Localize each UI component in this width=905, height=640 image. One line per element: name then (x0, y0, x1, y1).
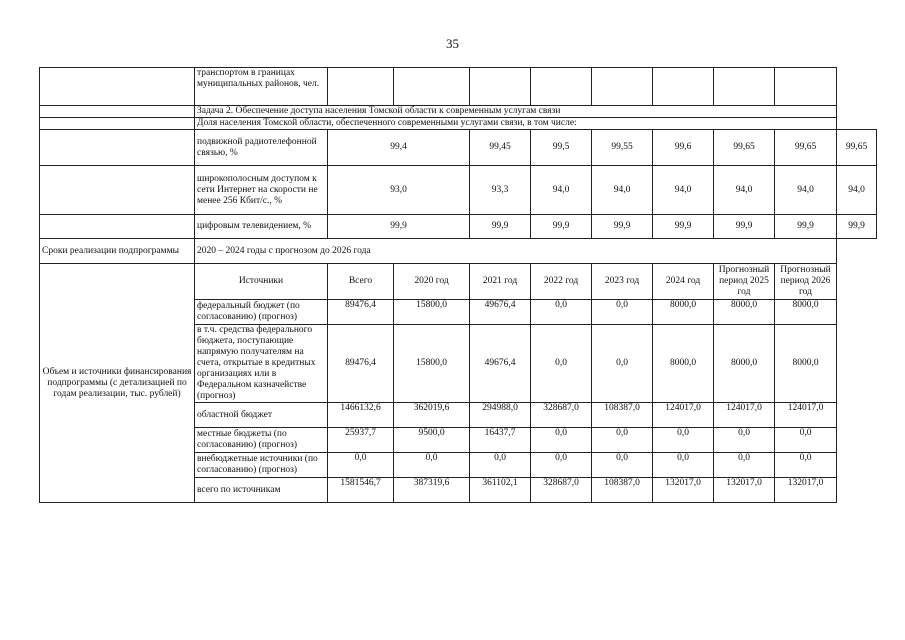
amount-cell: 9500,0 (394, 428, 470, 453)
amount-cell: 8000,0 (653, 300, 714, 325)
amount-cell: 1581546,7 (328, 478, 394, 503)
indicator-value: 93,0 (328, 166, 470, 215)
indicator-value: 99,9 (328, 215, 470, 239)
blank-label-cell (40, 166, 195, 215)
indicator-value: 93,3 (470, 166, 531, 215)
indicator-value: 99,9 (714, 215, 775, 239)
empty-cell (328, 68, 394, 106)
indicator-value: 99,65 (714, 130, 775, 166)
amount-cell: 132017,0 (653, 478, 714, 503)
empty-cell (775, 68, 837, 106)
amount-cell: 8000,0 (653, 325, 714, 403)
amount-cell: 387319,6 (394, 478, 470, 503)
indicator-value: 94,0 (837, 166, 877, 215)
amount-cell: 0,0 (531, 428, 592, 453)
column-header: 2022 год (531, 264, 592, 300)
amount-cell: 108387,0 (592, 478, 653, 503)
amount-cell: 8000,0 (714, 325, 775, 403)
indicator-value: 94,0 (775, 166, 837, 215)
timeline-value: 2020 – 2024 годы с прогнозом до 2026 года (195, 239, 837, 264)
indicator-value: 99,45 (470, 130, 531, 166)
source-label: в т.ч. средства федерального бюджета, поступающие напрямую получателям на счета, открытые в кредитных организациях или в Федеральном казначействе (прогноз) (195, 325, 328, 403)
indicator-value: 99,9 (470, 215, 531, 239)
amount-cell: 8000,0 (775, 325, 837, 403)
amount-cell: 0,0 (714, 428, 775, 453)
indicator-value: 94,0 (592, 166, 653, 215)
source-label: федеральный бюджет (по согласованию) (прогноз) (195, 300, 328, 325)
amount-cell: 0,0 (531, 453, 592, 478)
amount-cell: 1466132,6 (328, 403, 394, 428)
indicator-value: 94,0 (714, 166, 775, 215)
indicator-value: 99,9 (531, 215, 592, 239)
amount-cell: 0,0 (714, 453, 775, 478)
amount-cell: 124017,0 (714, 403, 775, 428)
column-header: 2024 год (653, 264, 714, 300)
empty-cell (653, 68, 714, 106)
amount-cell: 0,0 (328, 453, 394, 478)
indicator-value: 99,65 (775, 130, 837, 166)
source-label: внебюджетные источники (по согласованию) (прогноз) (195, 453, 328, 478)
amount-cell: 49676,4 (470, 300, 531, 325)
amount-cell: 15800,0 (394, 325, 470, 403)
amount-cell: 294988,0 (470, 403, 531, 428)
indicator-value: 99,55 (592, 130, 653, 166)
amount-cell: 8000,0 (775, 300, 837, 325)
financing-label: Объем и источники финансирования подпрограммы (с детализацией по годам реализации, тыс. рублей) (40, 264, 195, 503)
page-number: 35 (446, 36, 459, 51)
blank-label-cell (40, 68, 195, 106)
indicator-value: 99,4 (328, 130, 470, 166)
continuation-label: транспортом в границах муниципальных районов, чел. (195, 68, 328, 106)
amount-cell: 16437,7 (470, 428, 531, 453)
task2-title: Задача 2. Обеспечение доступа населения Томской области к современным услугам связи (195, 106, 837, 118)
amount-cell: 0,0 (653, 428, 714, 453)
amount-cell: 328687,0 (531, 478, 592, 503)
indicator-value: 94,0 (653, 166, 714, 215)
blank-label-cell (40, 130, 195, 166)
empty-cell (470, 68, 531, 106)
empty-cell (714, 68, 775, 106)
amount-cell: 0,0 (592, 428, 653, 453)
column-header: Прогнозный период 2026 год (775, 264, 837, 300)
amount-cell: 108387,0 (592, 403, 653, 428)
amount-cell: 0,0 (592, 300, 653, 325)
amount-cell: 328687,0 (531, 403, 592, 428)
indicator-value: 99,9 (775, 215, 837, 239)
indicator-value: 99,9 (837, 215, 877, 239)
indicator-label: цифровым телевидением, % (195, 215, 328, 239)
empty-cell (394, 68, 470, 106)
blank-label-cell (40, 215, 195, 239)
indicator-value: 94,0 (531, 166, 592, 215)
amount-cell: 8000,0 (714, 300, 775, 325)
amount-cell: 0,0 (592, 453, 653, 478)
amount-cell: 0,0 (470, 453, 531, 478)
source-label: всего по источникам (195, 478, 328, 503)
amount-cell: 89476,4 (328, 325, 394, 403)
share-title: Доля населения Томской области, обеспеченного современными услугами связи, в том числе: (195, 118, 837, 130)
amount-cell: 15800,0 (394, 300, 470, 325)
amount-cell: 361102,1 (470, 478, 531, 503)
blank-label-cell (40, 118, 195, 130)
amount-cell: 89476,4 (328, 300, 394, 325)
amount-cell: 0,0 (653, 453, 714, 478)
amount-cell: 49676,4 (470, 325, 531, 403)
source-label: местные бюджеты (по согласованию) (прогноз) (195, 428, 328, 453)
amount-cell: 132017,0 (714, 478, 775, 503)
amount-cell: 0,0 (592, 325, 653, 403)
empty-cell (592, 68, 653, 106)
indicator-value: 99,6 (653, 130, 714, 166)
amount-cell: 25937,7 (328, 428, 394, 453)
amount-cell: 124017,0 (653, 403, 714, 428)
amount-cell: 362019,6 (394, 403, 470, 428)
column-header: 2020 год (394, 264, 470, 300)
source-label: областной бюджет (195, 403, 328, 428)
amount-cell: 0,0 (394, 453, 470, 478)
amount-cell: 0,0 (531, 325, 592, 403)
indicator-value: 99,9 (653, 215, 714, 239)
indicator-value: 99,5 (531, 130, 592, 166)
amount-cell: 0,0 (531, 300, 592, 325)
indicator-value: 99,65 (837, 130, 877, 166)
timeline-label: Сроки реализации подпрограммы (40, 239, 195, 264)
blank-label-cell (40, 106, 195, 118)
indicator-value: 99,9 (592, 215, 653, 239)
indicator-label: широкополосным доступом к сети Интернет на скорости не менее 256 Кбит/с., % (195, 166, 328, 215)
passport-table (39, 67, 877, 503)
amount-cell: 0,0 (775, 428, 837, 453)
column-header: 2021 год (470, 264, 531, 300)
amount-cell: 0,0 (775, 453, 837, 478)
amount-cell: 132017,0 (775, 478, 837, 503)
column-header: 2023 год (592, 264, 653, 300)
column-header: Всего (328, 264, 394, 300)
column-header: Источники (195, 264, 328, 300)
empty-cell (531, 68, 592, 106)
column-header: Прогнозный период 2025 год (714, 264, 775, 300)
amount-cell: 124017,0 (775, 403, 837, 428)
indicator-label: подвижной радиотелефонной связью, % (195, 130, 328, 166)
